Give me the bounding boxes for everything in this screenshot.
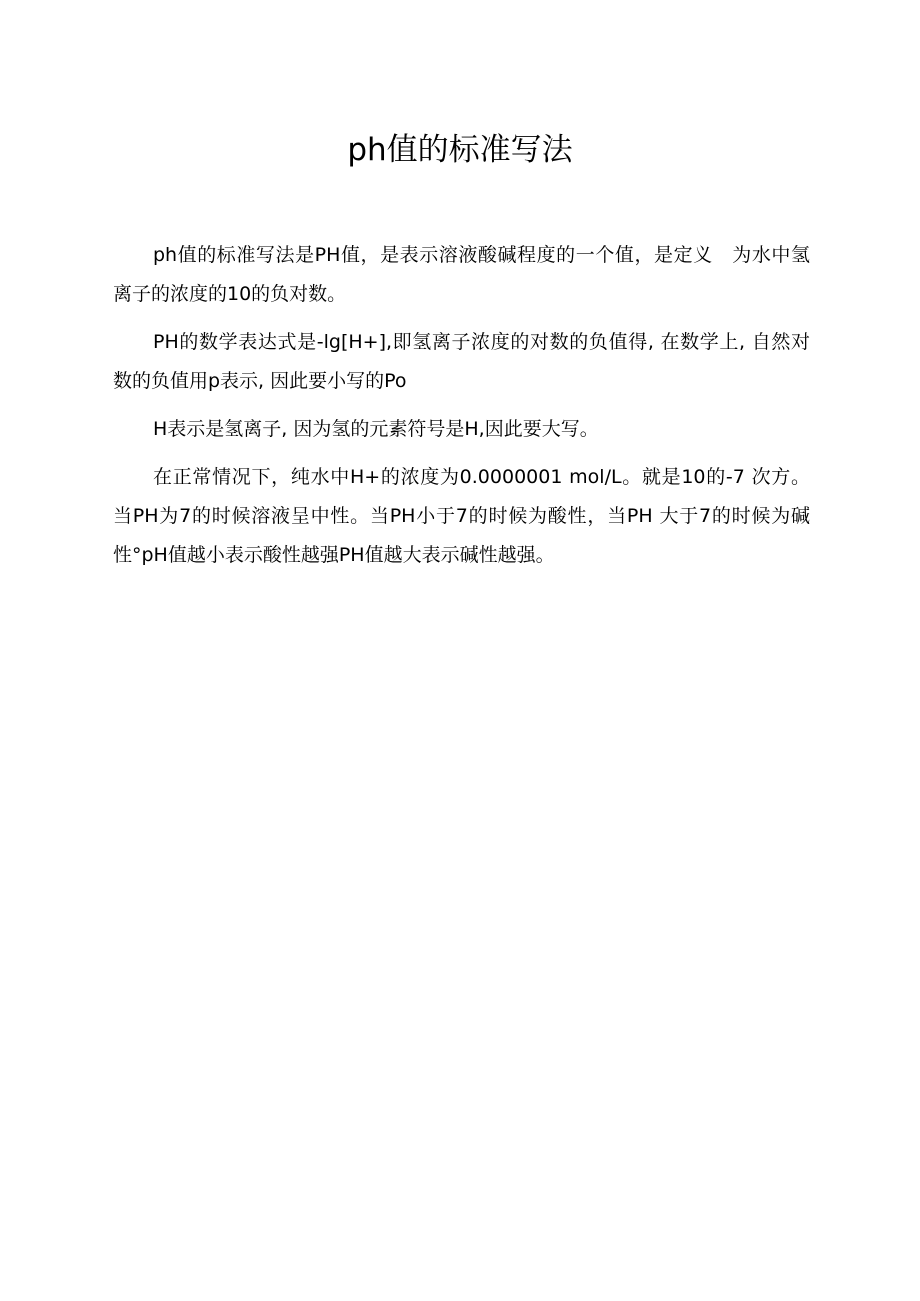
document-body <box>113 236 810 575</box>
document-title: ph值的标准写法 <box>347 132 573 168</box>
paragraph-definition: ph值的标准写法是PH值，是表示溶液酸碱程度的一个值，是定义 为水中氢离子的浓度的10的负对数。 <box>113 244 810 305</box>
paragraph-hydrogen: H表示是氢离子, 因为氢的元素符号是H,因此要大写。 <box>153 418 599 440</box>
paragraph-neutral-acid-base: 在正常情况下，纯水中H+的浓度为0.0000001 mol/L。就是10的-7 次方。当PH为7的时候溶液呈中性。当PH小于7的时候为酸性，当PH 大于7的时候为碱性°pH值越小表示酸性越强PH值越大表示碱性越强。 <box>113 466 810 566</box>
paragraph-expression: PH的数学表达式是-lg[H+],即氢离子浓度的对数的负值得, 在数学上, 自然对数的负值用p表示, 因此要小写的Po <box>113 331 810 392</box>
